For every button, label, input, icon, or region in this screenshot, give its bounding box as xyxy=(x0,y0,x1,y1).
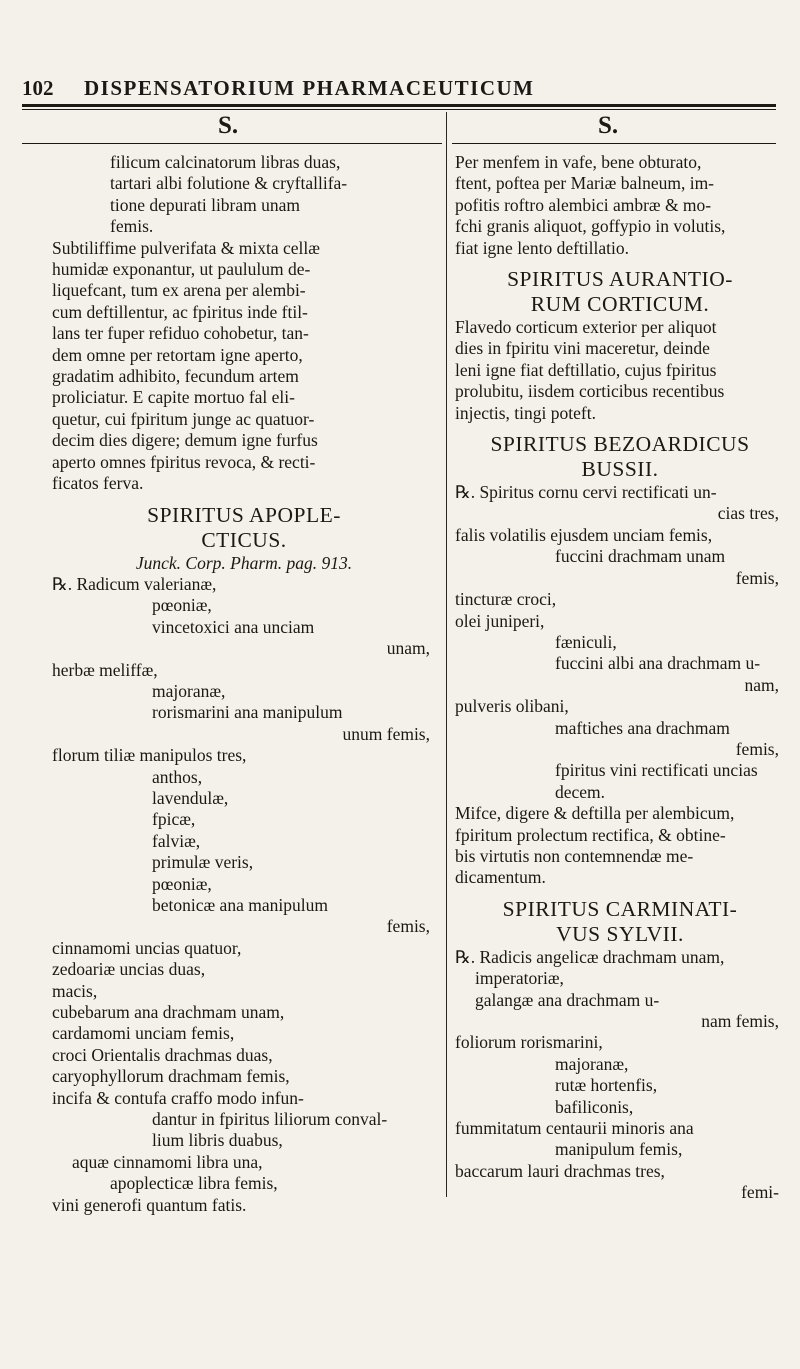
recipe-line: imperatoriæ, xyxy=(475,968,564,989)
right-column xyxy=(455,152,785,1204)
text-line: Subtiliffime pulverifata & mixta cellæ xyxy=(52,237,320,258)
text-line: injectis, tingi poteft. xyxy=(455,402,596,423)
recipe-line: tincturæ croci, xyxy=(455,589,557,610)
text-line: femis. xyxy=(110,216,154,237)
recipe-line: fuccini albi ana drachmam u- xyxy=(555,653,761,674)
recipe-line: bafiliconis, xyxy=(555,1096,634,1117)
reference: Junck. Corp. Pharm. pag. 913. xyxy=(135,552,353,573)
recipe-line: cinnamomi uncias quatuor, xyxy=(52,937,242,958)
text-line: humidæ exponantur, ut paululum de- xyxy=(52,259,311,280)
text-line: dem omne per retortam igne aperto, xyxy=(52,344,303,365)
recipe-line: primulæ veris, xyxy=(152,852,254,873)
recipe-line: foliorum rorismarini, xyxy=(455,1032,603,1053)
recipe-line: incifa & contufa craffo modo infun- xyxy=(52,1087,304,1108)
text-line: ficatos ferva. xyxy=(52,473,144,494)
left-section-letter: S. xyxy=(218,112,239,139)
text-line: cum deftillentur, ac fpiritus inde ftil- xyxy=(52,301,308,322)
recipe-line: rutæ hortenfis, xyxy=(555,1075,658,1096)
text-line: decim dies digere; demum igne furfus xyxy=(52,430,318,451)
recipe-line: dantur in fpiritus liliorum conval- xyxy=(152,1109,388,1130)
recipe-line: nam, xyxy=(744,674,779,695)
text-line: Per menfem in vafe, bene obturato, xyxy=(455,152,702,172)
text-line: lans ter fuper refiduo cohobetur, tan- xyxy=(52,323,309,344)
recipe-line: herbæ meliffæ, xyxy=(52,659,158,680)
recipe-line: manipulum femis, xyxy=(555,1139,683,1160)
text-line: proliciatur. E capite mortuo fal eli- xyxy=(52,387,295,408)
recipe-line: ℞. Spiritus cornu cervi rectificati un- xyxy=(455,482,717,503)
recipe-line: fuccini drachmam unam xyxy=(555,546,726,567)
text-line: filicum calcinatorum libras duas, xyxy=(110,152,341,172)
recipe-line: lavendulæ, xyxy=(152,787,229,808)
section-title: RUM CORTICUM. xyxy=(530,292,710,317)
text-line: quetur, cui fpiritum junge ac quatuor- xyxy=(52,408,315,429)
recipe-line: femis, xyxy=(735,567,779,588)
recipe-line: Mifce, digere & deftilla per alembicum, xyxy=(455,803,735,824)
recipe-line: zedoariæ uncias duas, xyxy=(52,959,206,980)
text-line: liquefcant, tum ex arena per alembi- xyxy=(52,280,306,301)
recipe-line: femis, xyxy=(735,738,779,759)
recipe-line: macis, xyxy=(52,980,98,1001)
recipe-line: cardamomi unciam femis, xyxy=(52,1023,235,1044)
section-title: VUS SYLVII. xyxy=(556,921,684,946)
recipe-line: croci Orientalis drachmas duas, xyxy=(52,1044,273,1065)
recipe-line: vini generofi quantum fatis. xyxy=(52,1194,247,1215)
recipe-line: baccarum lauri drachmas tres, xyxy=(455,1160,665,1181)
recipe-line: vincetoxici ana unciam xyxy=(152,616,315,637)
recipe-line: unum femis, xyxy=(342,723,430,744)
recipe-line: femis, xyxy=(386,916,430,937)
recipe-line: majoranæ, xyxy=(555,1053,629,1074)
recipe-line: fæniculi, xyxy=(555,631,617,652)
recipe-line: apoplecticæ libra femis, xyxy=(110,1173,278,1194)
running-title: DISPENSATORIUM PHARMACEUTICUM xyxy=(84,76,535,100)
running-header xyxy=(22,76,772,98)
right-section-letter: S. xyxy=(598,112,619,139)
recipe-line: unam, xyxy=(386,638,430,659)
recipe-line: galangæ ana drachmam u- xyxy=(475,989,660,1010)
section-title: SPIRITUS AURANTIO- xyxy=(507,267,733,292)
recipe-line: bis virtutis non contemnendæ me- xyxy=(455,845,694,866)
recipe-line: rorismarini ana manipulum xyxy=(152,702,343,723)
text-line: ftent, poftea per Mariæ balneum, im- xyxy=(455,173,715,194)
recipe-line: fummitatum centaurii minoris ana xyxy=(455,1118,694,1139)
recipe-line: ℞. Radicis angelicæ drachmam unam, xyxy=(455,946,725,967)
recipe-line: lium libris duabus, xyxy=(152,1130,283,1151)
section-title: BUSSII. xyxy=(581,457,659,482)
recipe-line: majoranæ, xyxy=(152,680,226,701)
text-line: leni igne fiat deftillatio, cujus fpiritus xyxy=(455,359,717,380)
recipe-line: nam femis, xyxy=(701,1011,779,1031)
recipe-line: cubebarum ana drachmam unam, xyxy=(52,1002,285,1023)
text-line: fiat igne lento deftillatio. xyxy=(455,237,629,258)
recipe-line: pœoniæ, xyxy=(152,873,212,894)
left-column xyxy=(52,152,436,1216)
recipe-line: pœoniæ, xyxy=(152,595,212,616)
recipe-line: fpiritus vini rectificati uncias decem. xyxy=(555,760,758,802)
text-line: tartari albi folutione & cryftallifa- xyxy=(110,173,348,194)
section-title: SPIRITUS BEZOARDICUS xyxy=(490,432,750,457)
recipe-line: florum tiliæ manipulos tres, xyxy=(52,745,247,766)
text-line: tione depurati libram unam xyxy=(110,194,301,215)
recipe-line: cias tres, xyxy=(717,503,779,524)
header-rule-thin xyxy=(22,109,776,110)
recipe-line: pulveris olibani, xyxy=(455,696,569,717)
text-line: dies in fpiritu vini maceretur, deinde xyxy=(455,338,710,359)
column-separator xyxy=(446,112,447,1197)
recipe-line: caryophyllorum drachmam femis, xyxy=(52,1066,290,1087)
page-number: 102 xyxy=(22,76,54,100)
text-line: fchi granis aliquot, goffypio in volutis, xyxy=(455,216,726,237)
recipe-line: betonicæ ana manipulum xyxy=(152,895,328,915)
recipe-line: anthos, xyxy=(152,766,203,787)
text-line: gradatim adhibito, fecundum artem xyxy=(52,366,299,387)
text-line: pofitis roftro alembici ambræ & mo- xyxy=(455,194,712,215)
text-line: prolubitu, iisdem corticibus recentibus xyxy=(455,381,725,402)
section-title: SPIRITUS APOPLE- xyxy=(147,502,341,527)
recipe-line: falis volatilis ejusdem unciam femis, xyxy=(455,524,713,545)
recipe-line: fpiritum prolectum rectifica, & obtine- xyxy=(455,824,726,845)
recipe-line: aquæ cinnamomi libra una, xyxy=(72,1151,263,1172)
recipe-line: olei juniperi, xyxy=(455,610,545,631)
text-line: aperto omnes fpiritus revoca, & recti- xyxy=(52,451,316,472)
recipe-line: falviæ, xyxy=(152,830,201,851)
header-rule-thick xyxy=(22,104,776,107)
section-title: CTICUS. xyxy=(201,527,287,552)
left-letter-rule xyxy=(22,143,442,144)
recipe-line: ℞. Radicum valerianæ, xyxy=(52,573,217,594)
recipe-line: maftiches ana drachmam xyxy=(555,717,730,738)
recipe-line: dicamentum. xyxy=(455,867,546,888)
text-line: Flavedo corticum exterior per aliquot xyxy=(455,317,717,338)
section-title: SPIRITUS CARMINATI- xyxy=(502,896,738,921)
right-letter-rule xyxy=(452,143,776,144)
recipe-line: femi- xyxy=(741,1182,779,1203)
recipe-line: fpicæ, xyxy=(152,809,196,830)
